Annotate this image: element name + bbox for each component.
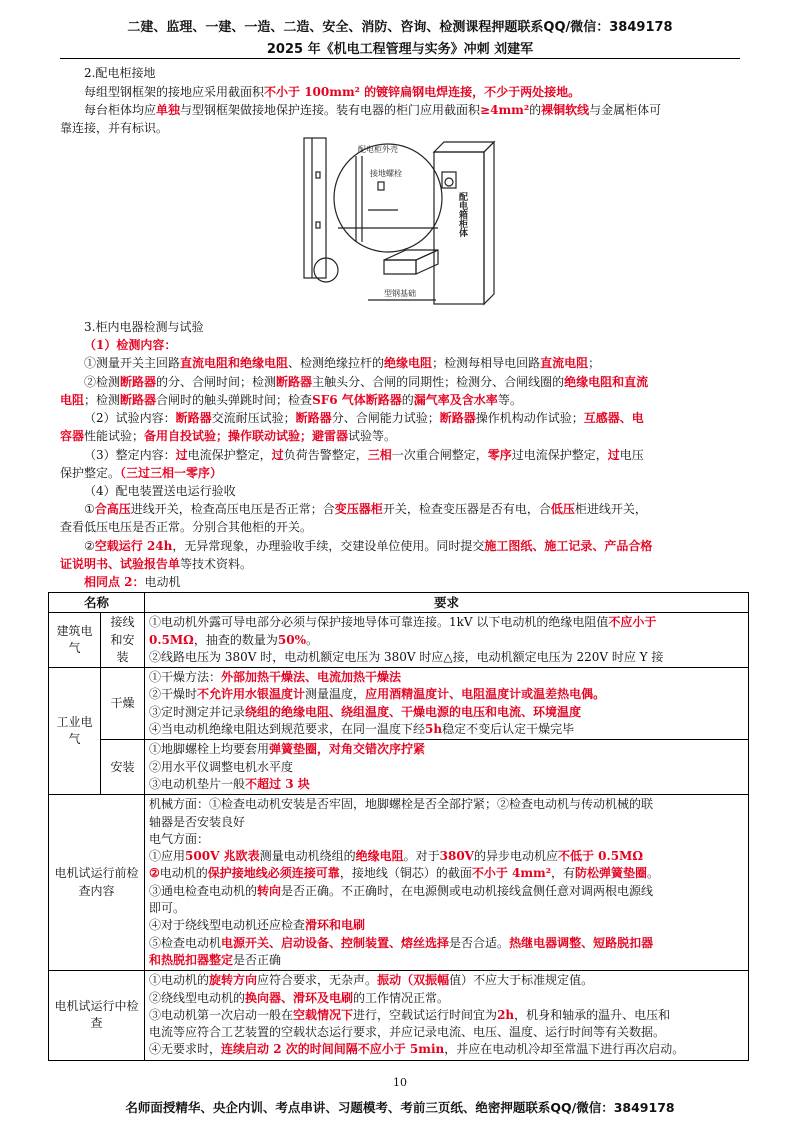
- section-3-line-8: （4）配电装置送电运行验收: [84, 484, 236, 498]
- section-3-line-4: （2）试验内容：断路器交流耐压试验；断路器分、合闸能力试验；断路器操作机构动作试验；互感器、电: [84, 411, 644, 425]
- section-3-line-7: 保护整定。（三过三相一零序）: [60, 466, 223, 480]
- figure-label-shell: 配电柜外壳: [358, 145, 398, 154]
- cell-qian: 电机试运行前检查内容: [49, 795, 145, 971]
- table-row: [49, 971, 749, 1060]
- section-3-sub-1: （1）检测内容：: [84, 338, 177, 352]
- page-number: 10: [393, 1076, 407, 1089]
- table-row: [49, 668, 749, 740]
- table-row: [49, 795, 749, 971]
- section-3-line-3: 电阻；检测断路器合闸时的触头弹跳时间；检查SF6 气体断路器的漏气率及含水率等。: [60, 393, 522, 407]
- section-3-line-9: ①合高压进线开关，检查高压电压是否正常；合变压器柜开关，检查变压器是否有电，合低压柜进线开关，: [84, 502, 647, 516]
- section-3-line-2: ②检测断路器的分、合闸时间；检测断路器主触头分、合闸的同期性；检测分、合闸线圈的绝缘电阻和直流: [84, 375, 649, 389]
- figure-label-bolt: 接地螺栓: [370, 169, 402, 178]
- section-3-line-11: ②空载运行 24h，无异常现象，办理验收手续，交建设单位使用。同时提交施工图纸、施工记录、产品合格: [84, 539, 653, 553]
- header-requirement: 要求: [145, 593, 749, 613]
- cell-jiexian: 接线和安装: [101, 613, 145, 668]
- table-row: [49, 740, 749, 795]
- footer-contact: 名师面授精华、央企内训、考点串讲、习题模考、考前三页纸、绝密押题联系QQ/微信：3849178: [125, 1100, 675, 1115]
- section-3-line-1: ①测量开关主回路直流电阻和绝缘电阻、检测绝缘拉杆的绝缘电阻；检测每相导电回路直流电阻；: [84, 356, 601, 370]
- table-header-row: [49, 593, 749, 613]
- figure-label-foundation: 型钢基础: [384, 289, 416, 298]
- cell-zhong: 电机试运行中检查: [49, 971, 145, 1060]
- cell-gongye: 工业电气: [49, 668, 101, 795]
- cell-qian-req: 机械方面：①检查电动机安装是否牢固，地脚螺栓是否全部拧紧；②检查电动机与传动机械的联 轴器是否安装良好 电气方面： ①应用500V 兆欧表测量电动机绕组的绝缘电阻。对于380V的异步电动机应不低于 0.5MΩ ②电动机的保护接地线必须连接可靠，接地线（铜芯）的截面不小于 4mm²，有防松弹簧垫圈。 ③通电检查电动机的转向是否正确。不正确时，在电源侧或电动机接线盒侧任意对调两根电源线 即可。 ④对于绕线型电动机还应检查滑环和电刷 ⑤检查电动机电源开关、启动设备、控制装置、熔丝选择是否合适。热继电器调整、短路脱扣器 和热脱扣器整定是否正确: [145, 795, 749, 971]
- section-2-title: 2.配电柜接地: [84, 66, 156, 80]
- figure-label-cabinet: 配电箱柜体: [457, 192, 467, 237]
- section-2-para-2: 每台柜体均应单独与型钢框架做接地保护连接。装有电器的柜门应用截面积≥4mm²的裸铜软线与金属柜体可: [84, 103, 662, 117]
- section-3-line-6: （3）整定内容：过电流保护整定，过负荷告警整定，三相一次重合闸整定，零序过电流保护整定，过电压: [84, 448, 644, 462]
- cabinet-grounding-figure: [298, 132, 498, 308]
- cell-ganzao-req: ①干燥方法：外部加热干燥法、电流加热干燥法 ②干燥时不允许用水银温度计测量温度，应用酒精温度计、电阻温度计或温差热电偶。 ③定时测定并记录绕组的绝缘电阻、绕组温度、干燥电源的电压和电流、环境温度 ④当电动机绝缘电阻达到规范要求，在同一温度下经5h稳定不变后认定干燥完毕: [145, 668, 749, 740]
- cabinet-grounding-drawing: [298, 132, 498, 308]
- cell-ganzao: 干燥: [101, 668, 145, 740]
- section-3-line-5: 容器性能试验；备用自投试验；操作联动试验；避雷器试验等。: [60, 429, 397, 443]
- header-name: 名称: [49, 593, 145, 613]
- section-3-line-12: 证说明书、试验报告单等技术资料。: [60, 557, 253, 571]
- cell-zhong-req: ①电动机的旋转方向应符合要求，无杂声。振动（双振幅值）不应大于标准规定值。 ②绕线型电动机的换向器、滑环及电刷的工作情况正常。 ③电动机第一次启动一般在空载情况下进行，空载试运行时间宜为2h，机身和轴承的温升、电压和 电流等应符合工艺装置的空载状态运行要求，并应记录电流、电压、温度、运行时间等有关数据。 ④无要求时，连续启动 2 次的时间间隔不应小于 5min，并应在电动机冷却至常温下进行再次启动。: [145, 971, 749, 1060]
- cell-jiexian-req: ①电动机外露可导电部分必须与保护接地导体可靠连接。1kV 以下电动机的绝缘电阻值不应小于 0.5MΩ，抽查的数量为50%。 ②线路电压为 380V 时，电动机额定电压为 380V 时应△接，电动机额定电压为 220V 时应 Y 接: [145, 613, 749, 668]
- section-3-line-13: 相同点 2：电动机: [84, 575, 181, 589]
- cell-jianzhu: 建筑电气: [49, 613, 101, 668]
- header-rule: [60, 58, 740, 59]
- section-2-para-2-cont: 靠连接，并有标识。: [60, 121, 169, 135]
- cell-anzhuang-req: ①地脚螺栓上均要套用弹簧垫圈，对角交错次序拧紧 ②用水平仪调整电机水平度 ③电动机垫片一般不超过 3 块: [145, 740, 749, 795]
- header-title: 2025 年《机电工程管理与实务》冲刺 刘建军: [266, 42, 534, 57]
- section-3-title: 3.柜内电器检测与试验: [84, 320, 204, 334]
- motor-requirements-table: [48, 592, 749, 1061]
- section-3-line-10: 查看低压电压是否正常。分别合其他柜的开关。: [60, 520, 313, 534]
- section-2-para-1: 每组型钢框架的接地应采用截面积不小于 100mm² 的镀锌扁钢电焊连接，不少于两处接地。: [84, 85, 581, 99]
- header-contact: 二建、监理、一建、一造、二造、安全、消防、咨询、检测课程押题联系QQ/微信：3849178: [127, 20, 673, 35]
- cell-anzhuang: 安装: [101, 740, 145, 795]
- table-row: [49, 613, 749, 668]
